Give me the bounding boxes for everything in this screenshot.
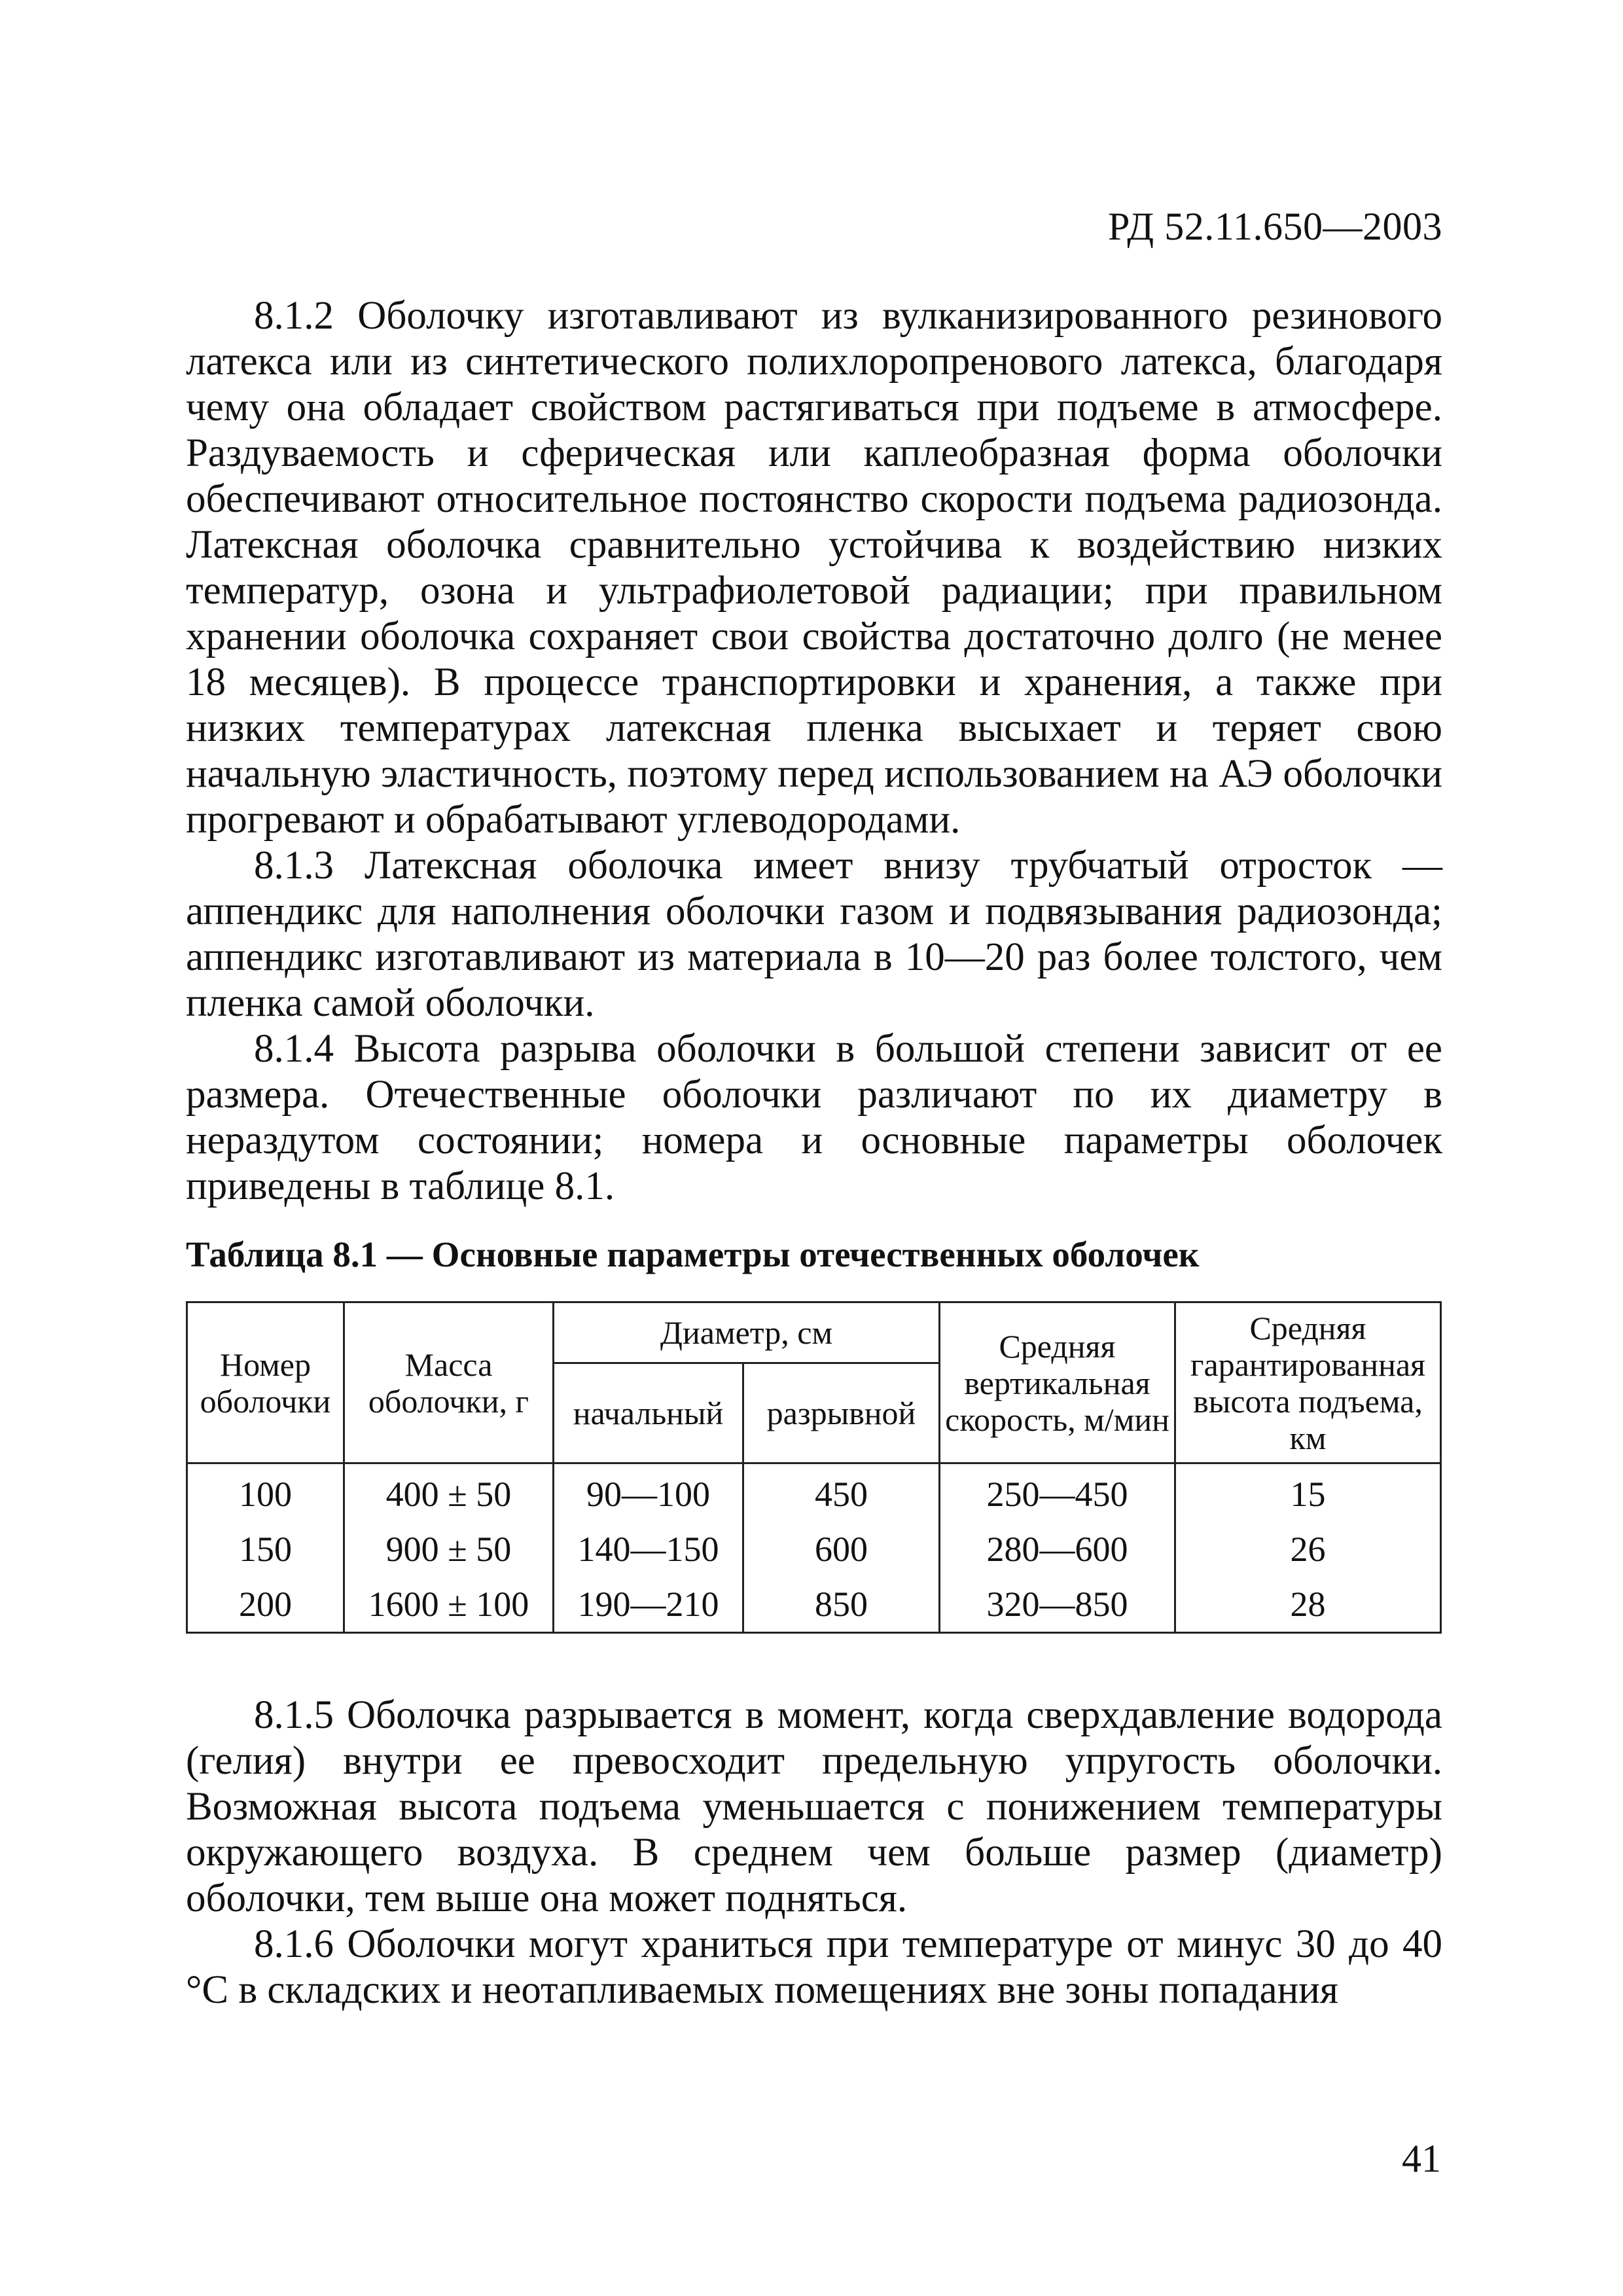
header-diameter-initial: начальный (554, 1363, 743, 1463)
cell-diameter-burst: 600 (743, 1522, 940, 1577)
cell-mass: 400 ± 50 (344, 1463, 554, 1522)
cell-diameter-burst: 450 (743, 1463, 940, 1522)
page-number: 41 (1402, 2137, 1441, 2180)
header-diameter-burst: разрывной (743, 1363, 940, 1463)
cell-diameter-initial: 90—100 (554, 1463, 743, 1522)
body-text-bottom (186, 1693, 1442, 2013)
header-number: Номер оболочки (187, 1302, 344, 1463)
header-diameter: Диаметр, см (554, 1302, 940, 1363)
paragraph-8-1-3: 8.1.3 Латексная оболочка имеет внизу трубчатый отросток — аппендикс для наполнения оболочки газом и подвязывания радиозонда; аппендикс изготавливают из материала в 10—20 раз более толстого, чем пленка самой оболочки. (186, 844, 1442, 1025)
cell-number: 150 (187, 1522, 344, 1577)
cell-speed: 250—450 (940, 1463, 1175, 1522)
cell-height: 26 (1175, 1522, 1441, 1577)
table-row (187, 1522, 1441, 1577)
cell-mass: 900 ± 50 (344, 1522, 554, 1577)
cell-speed: 280—600 (940, 1522, 1175, 1577)
paragraph-8-1-2: 8.1.2 Оболочку изготавливают из вулканизированного резинового латекса или из синтетического полихлоропренового латекса, благодаря чему она обладает свойством растягиваться при подъеме в атмосфере. Раздуваемость и сферическая или каплеобразная форма оболочки обеспечивают относительное постоянство скорости подъема радиозонда. Латексная оболочка сравнительно устойчива к воздействию низких температур, озона и ультрафиолетовой радиации; при правильном хранении оболочка сохраняет свои свойства достаточно долго (не менее 18 месяцев). В процессе транспортировки и хранения, а также при низких температурах латексная пленка высыхает и теряет свою начальную эластичность, поэтому перед использованием на АЭ оболочки прогревают и обрабатывают углеводородами. (186, 294, 1442, 842)
table-row (187, 1577, 1441, 1633)
table-row (187, 1463, 1441, 1522)
cell-number: 200 (187, 1577, 344, 1633)
table-container (186, 1301, 1440, 1634)
header-speed: Средняя вертикальная скорость, м/мин (940, 1302, 1175, 1463)
document-code: РД 52.11.650—2003 (1107, 205, 1442, 248)
cell-height: 15 (1175, 1463, 1441, 1522)
header-mass: Масса оболочки, г (344, 1302, 554, 1463)
cell-mass: 1600 ± 100 (344, 1577, 554, 1633)
parameters-table (186, 1301, 1442, 1634)
cell-diameter-burst: 850 (743, 1577, 940, 1633)
table-caption: Таблица 8.1 — Основные параметры отечественных оболочек (186, 1234, 1200, 1274)
body-text-top (186, 293, 1442, 1210)
cell-diameter-initial: 140—150 (554, 1522, 743, 1577)
cell-speed: 320—850 (940, 1577, 1175, 1633)
paragraph-8-1-6: 8.1.6 Оболочки могут храниться при температуре от минус 30 до 40 °С в складских и неотапливаемых помещениях вне зоны попадания (186, 1922, 1442, 2012)
header-height: Средняя гарантированная высота подъема, км (1175, 1302, 1441, 1463)
paragraph-8-1-5: 8.1.5 Оболочка разрывается в момент, когда сверхдавление водорода (гелия) внутри ее превосходит предельную упругость оболочки. Возможная высота подъема уменьшается с понижением температуры окружающего воздуха. В среднем чем больше размер (диаметр) оболочки, тем выше она может подняться. (186, 1693, 1442, 1920)
paragraph-8-1-4: 8.1.4 Высота разрыва оболочки в большой степени зависит от ее размера. Отечественные оболочки различают по их диаметру в нераздутом состоянии; номера и основные параметры оболочек приведены в таблице 8.1. (186, 1027, 1442, 1208)
cell-number: 100 (187, 1463, 344, 1522)
cell-diameter-initial: 190—210 (554, 1577, 743, 1633)
cell-height: 28 (1175, 1577, 1441, 1633)
